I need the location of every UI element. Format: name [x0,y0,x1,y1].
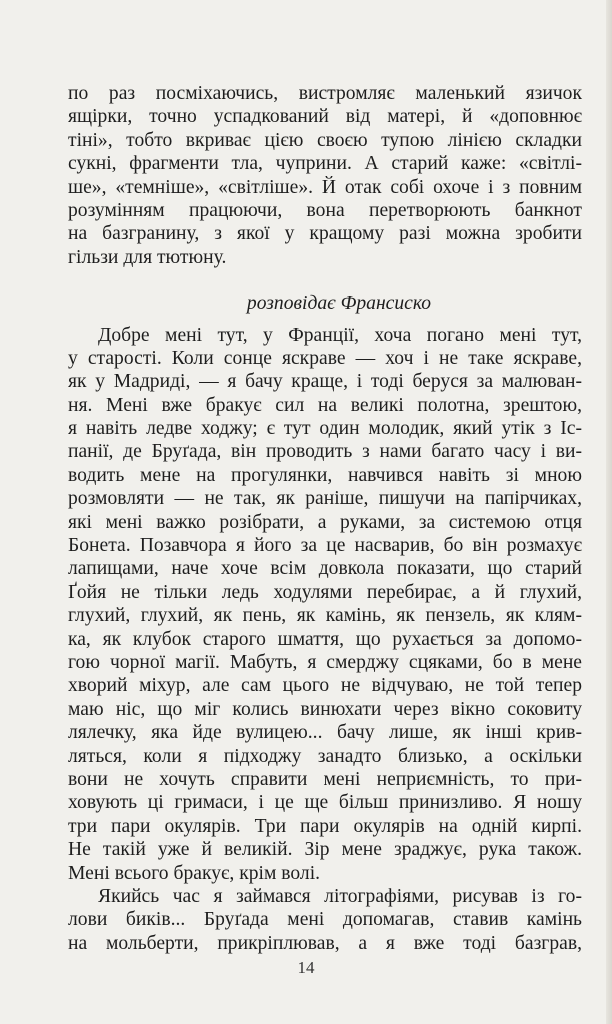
text-line: маю ніс, що міг колись винюхати через вікно соковиту [68,698,582,720]
text-block [68,82,582,955]
text-line: панії, де Бруґада, він проводить з нами багато часу і ви- [68,441,582,463]
text-line: гільзи для тютюну. [68,246,227,268]
text-line: розумінням працюючи, вона перетворюють банкнот [68,199,582,221]
text-line: ховують ці гримаси, і це ще більш принизливо. Я ношу [68,792,582,814]
text-line: лялечку, яка йде вулицею... бачу лише, як інші крив- [68,722,582,744]
text-line: лови биків... Бруґада мені допомагав, ставив камінь [68,909,582,931]
text-line: на базгранину, з якої у кращому разі можна зробити [68,223,582,245]
text-line: по раз посміхаючись, вистромляє маленький язичок [68,83,582,104]
text-line: ше», «темніше», «світліше». Й отак собі охоче і з повним [68,176,582,198]
text-line: ляться, коли я підходжу занадто близько, а оскільки [68,745,582,767]
text-line: Не такій уже й великій. Зір мене зраджує, рука також. [68,839,582,861]
text-line: гою чорної магії. Мабуть, я смерджу сцяками, бо в мене [68,651,582,673]
text-line: ка, як клубок старого шмаття, що рухається за допомо- [68,628,582,650]
paragraph-1 [68,82,582,269]
text-line: Мені всього бракує, крім волі. [68,862,321,884]
text-line: вони не хочуть справити мені неприємність, то при- [68,768,582,790]
text-line: Якийсь час я займався літографіями, рисував із го- [98,885,582,907]
text-line: розмовляти — не так, як раніше, пишучи на папірчиках, [68,488,582,510]
text-line: у старості. Коли сонце яскраве — хоч і не таке яскраве, [68,347,582,369]
text-line: лапищами, наче хоче всім довкола показати, що старий [68,558,582,580]
text-line: глухий, глухий, як пень, як камінь, як пензель, як клям- [68,605,582,627]
page-edge [606,0,612,1024]
paragraph-3 [68,885,582,955]
text-line: три пари окулярів. Три пари окулярів на одній кирпі. [68,815,582,837]
text-line: Ґойя не тільки ледь ходулями перебирає, а й глухий, [68,581,582,603]
text-line: я навіть ледве ходжу; є тут один молодик, який утік з Іс- [68,418,582,440]
text-line: які мені важко розібрати, а руками, за системою отця [68,511,582,533]
text-line: сукні, фрагменти тла, чуприни. А старий каже: «світлі- [68,153,582,175]
paragraph-2 [68,324,582,885]
text-line: Бонета. Позавчора я його за це насварив, бо він розмахує [68,535,582,557]
text-line: хворий міхур, але сам цього не відчуваю, не той тепер [68,675,582,697]
text-line: як у Мадриді, — я бачу краще, і тоді беруся за малюван- [68,371,582,393]
section-heading: розповідає Франсиско [246,293,432,315]
text-line: на мольберти, прикріплював, а я вже тоді базграв, [68,932,582,954]
page-number: 14 [297,958,315,977]
text-line: Добре мені тут, у Франції, хоча погано мені тут, [98,324,582,346]
text-line: ящірки, точно успадкований від матері, й «доповнює [68,106,582,128]
text-line: ня. Мені вже бракує сил на великі полотна, зрештою, [68,394,582,416]
text-line: тіні», тобто вкриває цією своєю тупою лінією складки [68,129,582,151]
text-line: водить мене на прогулянки, навчився навіть зі мною [68,464,582,486]
